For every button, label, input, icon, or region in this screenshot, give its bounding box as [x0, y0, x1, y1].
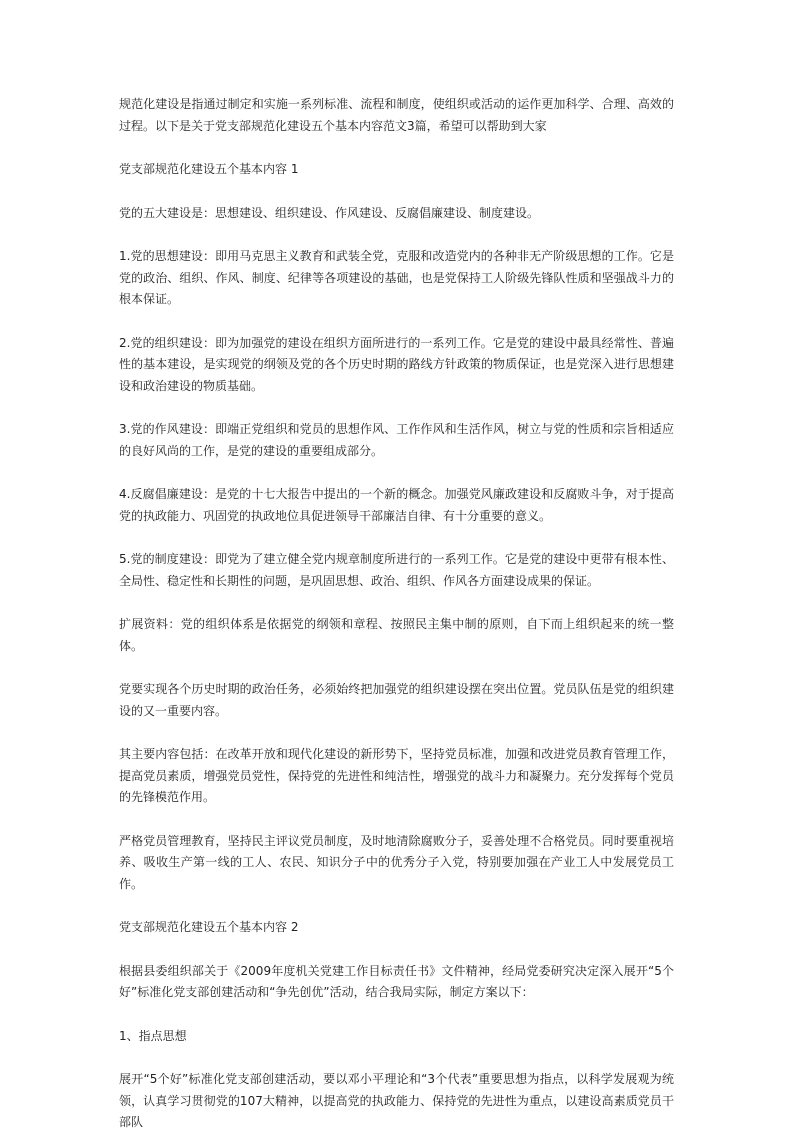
- intro-paragraph: 规范化建设是指通过制定和实施一系列标准、流程和制度，使组织或活动的运作更加科学、合理、高效的过程。以下是关于党支部规范化建设五个基本内容范文3篇，希望可以帮助到大家: [119, 97, 674, 133]
- section2-intro-paragraph: 根据县委组织部关于《2009年度机关党建工作目标责任书》文件精神，经局党委研究决定深入展开“5个好”标准化党支部创建活动和“争先创优”活动，结合我局实际，制定方案以下：: [119, 963, 674, 999]
- section1-title: 党支部规范化建设五个基本内容 1: [119, 162, 299, 176]
- item2-paragraph: 2.党的组织建设：即为加强党的建设在组织方面所进行的一系列工作。它是党的建设中最具经常性、普遍性的基本建设，是实现党的纲领及党的各个历史时期的路线方针政策的物质保证，也是党深入进行思想建设和政治建设的物质基础。: [119, 335, 674, 393]
- five-constructions-paragraph: 党的五大建设是：思想建设、组织建设、作风建设、反腐倡廉建设、制度建设。: [119, 205, 540, 220]
- subsection1-title: 1、指点思想: [119, 1028, 187, 1043]
- strict-management-paragraph: 严格党员管理教育，坚持民主评议党员制度，及时地清除腐败分子，妥善处理不合格党员。同时要重视培养、吸收生产第一线的工人、农民、知识分子中的优秀分子入党，特别要加强在产业工人中发展党员工作。: [119, 833, 674, 891]
- main-content-paragraph: 其主要内容包括：在改革开放和现代化建设的新形势下，坚持党员标准，加强和改进党员教育管理工作，提高党员素质，增强党员党性，保持党的先进性和纯洁性，增强党的战斗力和凝聚力。充分发挥每个党员的先锋模范作用。: [119, 747, 674, 804]
- item1-paragraph: 1.党的思想建设：即用马克思主义教育和武装全党，克服和改造党内的各种非无产阶级思想的工作。它是党的政治、组织、作风、制度、纪律等各项建设的基础，也是党保持工人阶级先锋队性质和坚强战斗力的根本保证。: [119, 249, 674, 306]
- item4-paragraph: 4.反腐倡廉建设：是党的十七大报告中提出的一个新的概念。加强党风廉政建设和反腐败斗争，对于提高党的执政能力、巩固党的执政地位具促进领导干部廉洁自律、有十分重要的意义。: [119, 487, 674, 523]
- item3-paragraph: 3.党的作风建设：即端正党组织和党员的思想作风、工作作风和生活作风，树立与党的性质和宗旨相适应的良好风尚的工作，是党的建设的重要组成部分。: [119, 422, 674, 458]
- party-tasks-paragraph: 党要实现各个历史时期的政治任务，必须始终把加强党的组织建设摆在突出位置。党员队伍是党的组织建设的又一重要内容。: [119, 682, 674, 718]
- item5-paragraph: 5.党的制度建设：即党为了建立健全党内规章制度所进行的一系列工作。它是党的建设中更带有根本性、全局性、稳定性和长期性的问题，是巩固思想、政治、组织、作风各方面建设成果的保证。: [119, 552, 674, 588]
- guiding-paragraph: 展开“5个好”标准化党支部创建活动，要以邓小平理论和“3个代表”重要思想为指点，以科学发展观为统领，认真学习贯彻党的107大精神，以提高党的执政能力、保持党的先进性为重点，以建设高素质党员干部队: [119, 1072, 674, 1129]
- section2-title: 党支部规范化建设五个基本内容 2: [119, 920, 299, 934]
- extended-paragraph: 扩展资料：党的组织体系是依据党的纲领和章程、按照民主集中制的原则，自下而上组织起来的统一整体。: [119, 617, 674, 653]
